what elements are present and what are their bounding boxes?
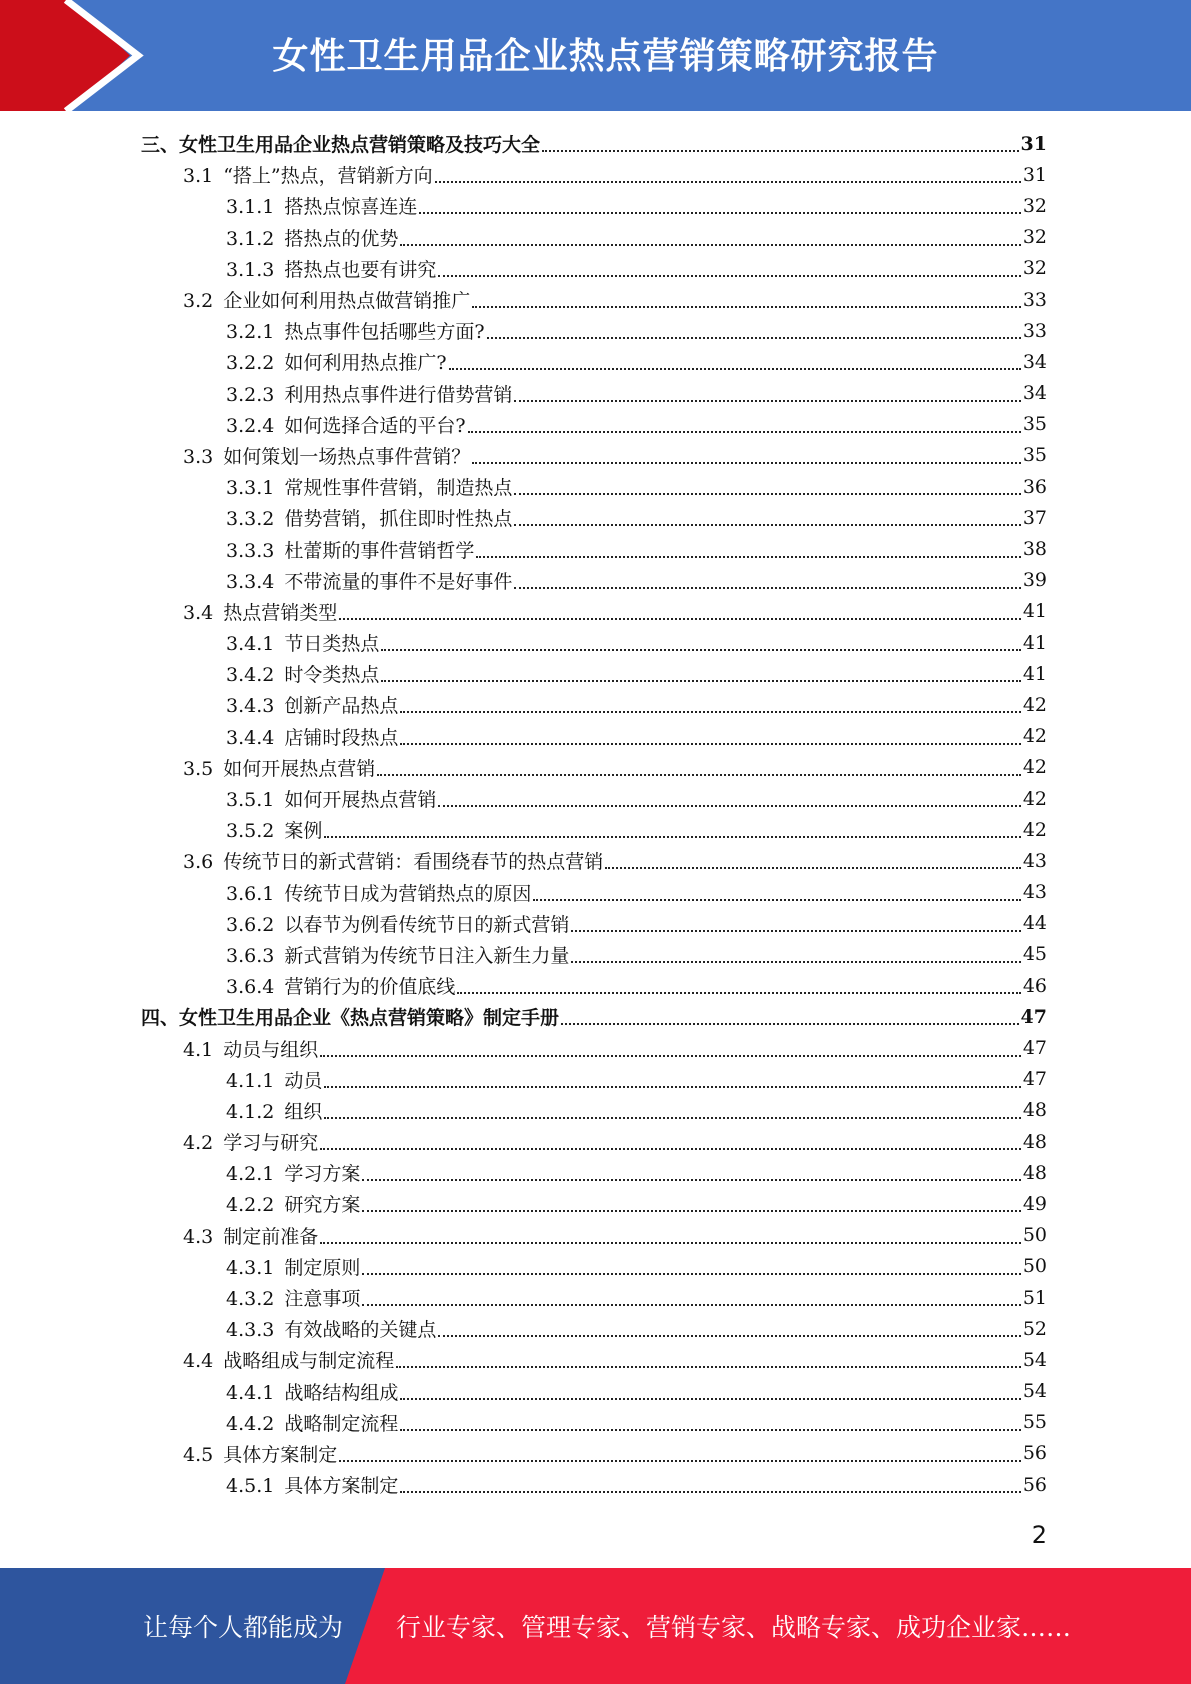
toc-entry-title: 传统节日的新式营销：看围绕春节的热点营销 [223,851,604,874]
toc-entry-page: 54 [1022,1380,1047,1403]
toc-entry-number: 3.4.1 [226,633,275,656]
toc-entry-page: 47 [1020,1005,1047,1028]
toc-entry-number: 3.2 [183,290,214,313]
toc-entry-page: 50 [1022,1224,1047,1247]
toc-dot-leader [362,1303,1020,1306]
toc-entry-page: 51 [1022,1286,1047,1309]
toc-dot-leader [400,710,1020,713]
toc-entry-page: 31 [1020,132,1047,155]
toc-dot-leader [381,648,1020,651]
toc-entry-number: 3.2.3 [226,383,275,406]
toc-entry-number: 3.4.2 [226,664,275,687]
toc-entry[interactable] [0,222,1191,253]
toc-entry-number: 3.2.4 [226,414,275,437]
toc-dot-leader [438,804,1020,807]
toc-entry-label [226,255,436,282]
toc-entry-page: 42 [1022,787,1047,810]
toc-entry-page: 42 [1022,725,1047,748]
toc-dot-leader [514,492,1020,495]
toc-entry-page: 54 [1022,1348,1047,1371]
toc-entry-label [226,1284,360,1311]
toc-dot-leader [362,1209,1020,1212]
toc-entry-title: 学习方案 [284,1163,361,1186]
toc-entry-page: 34 [1022,382,1047,405]
toc-entry[interactable] [0,1064,1191,1095]
toc-entry[interactable] [0,440,1191,471]
toc-entry-number: 3.3.4 [226,570,275,593]
toc-entry-label [183,754,375,781]
toc-entry-number: 4.2 [183,1132,214,1155]
toc-entry-page: 47 [1022,1068,1047,1091]
toc-entry-title: 不带流量的事件不是好事件 [284,570,513,593]
toc-entry[interactable] [0,1407,1191,1438]
toc-entry-title: 制定前准备 [223,1225,319,1248]
toc-entry-title: 利用热点事件进行借势营销 [284,383,513,406]
toc-entry[interactable] [0,627,1191,658]
toc-entry-number: 4.5.1 [226,1475,275,1498]
toc-entry[interactable] [0,752,1191,783]
toc-entry-number: 3.1.2 [226,227,275,250]
toc-entry[interactable] [0,159,1191,190]
toc-dot-leader [324,835,1020,838]
toc-entry-number: 4.1.1 [226,1069,275,1092]
toc-entry-number: 4.4.2 [226,1412,275,1435]
toc-entry-title: 如何开展热点营销 [223,757,376,780]
toc-entry-page: 33 [1022,288,1047,311]
toc-entry-title: 营销行为的价值底线 [284,976,456,999]
toc-entry[interactable] [0,1376,1191,1407]
toc-entry[interactable] [0,565,1191,596]
toc-entry-number: 4.3 [183,1225,214,1248]
toc-entry-page: 52 [1022,1317,1047,1340]
toc-entry[interactable] [0,1251,1191,1282]
toc-entry-title: 战略结构组成 [284,1381,399,1404]
toc-entry[interactable] [0,939,1191,970]
toc-entry[interactable] [0,658,1191,689]
toc-entry-page: 32 [1022,257,1047,280]
toc-entry-title: 热点事件包括哪些方面? [284,321,485,344]
toc-dot-leader [400,742,1020,745]
toc-entry[interactable] [0,1126,1191,1157]
toc-entry-title: 案例 [284,820,323,843]
toc-entry-page: 41 [1022,600,1047,623]
toc-entry-title: “搭上”热点，营销新方向 [223,165,433,188]
toc-entry-title: 动员与组织 [223,1038,319,1061]
toc-entry-number: 3.6.2 [226,913,275,936]
toc-entry[interactable] [0,814,1191,845]
toc-entry-label [226,536,474,563]
toc-entry[interactable] [0,1282,1191,1313]
toc-entry-page: 56 [1022,1442,1047,1465]
toc-entry-title: 具体方案制定 [223,1443,338,1466]
toc-dot-leader [487,336,1021,339]
toc-dot-leader [605,866,1021,869]
toc-entry-title: 战略组成与制定流程 [223,1350,395,1373]
toc-dot-leader [320,1147,1021,1150]
toc-entry-page: 55 [1022,1411,1047,1434]
toc-entry-label [226,1097,322,1124]
toc-entry-number: 4.2.1 [226,1163,275,1186]
toc-entry-page: 43 [1022,881,1047,904]
toc-entry-label [226,629,379,656]
toc-entry-label [183,1035,318,1062]
toc-dot-leader [542,149,1019,152]
toc-entry-number: 4.1 [183,1038,214,1061]
toc-entry-page: 42 [1022,693,1047,716]
toc-entry-title: 如何选择合适的平台? [284,414,466,437]
toc-dot-leader [320,1241,1021,1244]
toc-entry-number: 4.3.3 [226,1319,275,1342]
toc-entry-label [226,691,398,718]
toc-entry-number: 4.4.1 [226,1381,275,1404]
toc-entry-label [226,660,379,687]
toc-entry-title: 创新产品热点 [284,695,399,718]
toc-dot-leader [514,399,1020,402]
toc-entry[interactable] [0,596,1191,627]
toc-dot-leader [400,243,1020,246]
toc-entry-label [226,473,512,500]
toc-entry[interactable] [0,783,1191,814]
toc-entry-title: 如何开展热点营销 [284,789,437,812]
toc-entry[interactable] [0,253,1191,284]
footer-slogan-right: 行业专家、管理专家、营销专家、战略专家、成功企业家…… [396,1613,1072,1642]
toc-dot-leader [472,305,1021,308]
toc-entry[interactable] [0,315,1191,346]
toc-entry-label [226,785,436,812]
toc-dot-leader [324,1116,1020,1119]
toc-entry-title: 如何策划一场热点事件营销？ [223,445,471,468]
toc-entry-number: 3.4 [183,601,214,624]
toc-entry-page: 49 [1022,1192,1047,1215]
toc-entry-label [226,1409,398,1436]
page-number: 2 [1031,1521,1047,1549]
toc-entry-label [183,286,470,313]
toc-entry-page: 31 [1022,163,1047,186]
toc-entry-label [183,1128,318,1155]
toc-dot-leader [438,274,1020,277]
toc-entry-title: 热点营销类型 [223,601,338,624]
table-of-contents [0,128,1191,1500]
toc-entry[interactable] [0,1157,1191,1188]
toc-entry-title: 三、女性卫生用品企业热点营销策略及技巧大全 [141,134,541,157]
toc-entry-label [226,1159,360,1186]
toc-entry[interactable] [0,409,1191,440]
toc-entry[interactable] [0,533,1191,564]
toc-entry-page: 41 [1022,631,1047,654]
toc-dot-leader [324,1085,1020,1088]
toc-dot-leader [377,773,1021,776]
toc-entry-label [183,598,337,625]
toc-entry-label [226,1471,398,1498]
toc-entry[interactable] [0,1032,1191,1063]
toc-dot-leader [571,929,1020,932]
toc-dot-leader [457,991,1020,994]
toc-dot-leader [533,898,1020,901]
toc-entry-label [183,161,433,188]
toc-entry-page: 44 [1022,912,1047,935]
toc-entry[interactable] [0,190,1191,221]
toc-entry-number: 4.3.1 [226,1256,275,1279]
toc-entry-number: 4.2.2 [226,1194,275,1217]
toc-entry-label [183,847,603,874]
toc-dot-leader [468,430,1021,433]
toc-entry[interactable] [0,378,1191,409]
toc-entry-page: 46 [1022,974,1047,997]
toc-entry-label [226,1190,360,1217]
toc-entry[interactable] [0,1220,1191,1251]
toc-entry-number: 4.5 [183,1443,214,1466]
toc-dot-leader [396,1365,1021,1368]
toc-dot-leader [339,1459,1021,1462]
toc-entry[interactable] [0,471,1191,502]
toc-entry-number: 3.5.1 [226,789,275,812]
toc-entry-label [226,816,322,843]
toc-entry-number: 3.6.4 [226,976,275,999]
toc-entry-page: 48 [1022,1161,1047,1184]
toc-entry-label [183,1222,318,1249]
toc-entry-title: 动员 [284,1069,323,1092]
footer-slogan-left: 让每个人都能成为 [143,1613,344,1642]
toc-entry-number: 3.6 [183,851,214,874]
toc-entry-label [226,972,455,999]
toc-dot-leader [400,1428,1020,1431]
toc-dot-leader [435,180,1021,183]
toc-dot-leader [476,555,1020,558]
toc-entry-number: 3.3 [183,445,214,468]
toc-entry-page: 32 [1022,226,1047,249]
toc-entry[interactable] [0,346,1191,377]
toc-dot-leader [472,461,1021,464]
toc-entry[interactable] [0,1438,1191,1469]
toc-dot-leader [561,1022,1019,1025]
toc-entry-page: 56 [1022,1473,1047,1496]
toc-entry-page: 34 [1022,350,1047,373]
toc-entry-title: 注意事项 [284,1288,361,1311]
toc-entry-label [226,910,569,937]
toc-entry[interactable] [0,1344,1191,1375]
toc-dot-leader [362,1178,1020,1181]
toc-entry-title: 战略制定流程 [284,1412,399,1435]
toc-entry-title: 组织 [284,1100,323,1123]
toc-entry[interactable] [0,908,1191,939]
toc-entry-title: 杜蕾斯的事件营销哲学 [284,539,475,562]
toc-entry-title: 搭热点惊喜连连 [284,196,418,219]
toc-entry-page: 48 [1022,1130,1047,1153]
toc-entry[interactable] [0,1469,1191,1500]
toc-entry-page: 32 [1022,194,1047,217]
toc-entry-title: 传统节日成为营销热点的原因 [284,882,532,905]
toc-entry[interactable] [0,284,1191,315]
toc-dot-leader [514,523,1020,526]
toc-dot-leader [339,617,1021,620]
toc-entry-title: 研究方案 [284,1194,361,1217]
page-footer [0,1568,1191,1684]
toc-entry-page: 42 [1022,818,1047,841]
toc-entry-number: 3.4.4 [226,726,275,749]
toc-dot-leader [320,1054,1021,1057]
toc-entry-title: 具体方案制定 [284,1475,399,1498]
toc-entry-page: 43 [1022,849,1047,872]
toc-entry-label [226,411,466,438]
toc-dot-leader [419,211,1020,214]
toc-entry-number: 4.3.2 [226,1288,275,1311]
toc-entry-title: 以春节为例看传统节日的新式营销 [284,913,570,936]
toc-entry-number: 3.2.1 [226,321,275,344]
toc-entry-title: 店铺时段热点 [284,726,399,749]
toc-entry-title: 四、女性卫生用品企业《热点营销策略》制定手册 [141,1007,560,1030]
toc-entry-page: 36 [1022,475,1047,498]
toc-entry-label [226,380,512,407]
toc-dot-leader [514,586,1020,589]
toc-entry-title: 企业如何利用热点做营销推广 [223,290,471,313]
toc-dot-leader [400,1397,1020,1400]
toc-entry-label [226,1066,322,1093]
toc-entry-page: 38 [1022,538,1047,561]
toc-entry-title: 制定原则 [284,1256,361,1279]
toc-entry-title: 节日类热点 [284,633,380,656]
toc-dot-leader [438,1334,1020,1337]
toc-entry-number: 4.1.2 [226,1100,275,1123]
toc-entry-number: 3.1 [183,165,214,188]
toc-entry-number: 3.1.1 [226,196,275,219]
toc-entry-page: 37 [1022,506,1047,529]
toc-dot-leader [571,960,1020,963]
toc-dot-leader [449,367,1021,370]
toc-entry-label [226,1378,398,1405]
toc-entry-page: 50 [1022,1255,1047,1278]
toc-entry-number: 4.4 [183,1350,214,1373]
toc-entry[interactable] [0,689,1191,720]
toc-entry-label [141,130,540,157]
toc-entry-label [183,442,470,469]
toc-entry-number: 3.5.2 [226,820,275,843]
toc-dot-leader [362,1272,1020,1275]
toc-entry[interactable] [0,721,1191,752]
toc-entry-number: 3.6.1 [226,882,275,905]
toc-entry[interactable] [0,970,1191,1001]
toc-entry[interactable] [0,128,1191,159]
toc-entry-number: 3.6.3 [226,944,275,967]
toc-entry[interactable] [0,1313,1191,1344]
toc-entry-title: 搭热点也要有讲究 [284,258,437,281]
toc-entry-title: 如何利用热点推广? [284,352,447,375]
toc-entry-title: 有效战略的关键点 [284,1319,437,1342]
toc-entry-label [226,1315,436,1342]
toc-dot-leader [381,679,1020,682]
toc-entry-page: 39 [1022,569,1047,592]
toc-entry-label [226,567,512,594]
toc-entry-page: 35 [1022,444,1047,467]
toc-entry-page: 42 [1022,756,1047,779]
toc-entry-number: 3.5 [183,757,214,780]
toc-entry-title: 新式营销为传统节日注入新生力量 [284,944,570,967]
toc-entry-label [183,1440,337,1467]
toc-entry-label [226,504,512,531]
toc-entry-title: 时令类热点 [284,664,380,687]
toc-entry-page: 48 [1022,1099,1047,1122]
toc-entry-label [226,224,398,251]
toc-entry-title: 搭热点的优势 [284,227,399,250]
toc-entry-label [226,879,531,906]
toc-entry[interactable] [0,877,1191,908]
toc-dot-leader [400,1490,1020,1493]
toc-entry-page: 45 [1022,943,1047,966]
toc-entry-label [226,317,485,344]
toc-entry-label [226,723,398,750]
toc-entry-number: 3.3.3 [226,539,275,562]
toc-entry-number: 3.2.2 [226,352,275,375]
toc-entry-number: 3.1.3 [226,258,275,281]
toc-entry-label [226,192,417,219]
toc-entry-number: 3.3.2 [226,508,275,531]
page-header [0,0,1191,111]
toc-entry[interactable] [0,845,1191,876]
toc-entry-number: 3.4.3 [226,695,275,718]
toc-entry[interactable] [0,1095,1191,1126]
toc-entry-title: 学习与研究 [223,1132,319,1155]
toc-entry-label [226,941,569,968]
toc-entry-label [226,1253,360,1280]
toc-entry-title: 常规性事件营销，制造热点 [284,477,513,500]
toc-entry-title: 借势营销，抓住即时性热点 [284,508,513,531]
toc-entry-page: 41 [1022,662,1047,685]
toc-entry-label [183,1346,394,1373]
toc-entry-label [226,348,447,375]
toc-entry[interactable] [0,1001,1191,1032]
document-title: 女性卫生用品企业热点营销策略研究报告 [272,36,939,77]
toc-entry[interactable] [0,1188,1191,1219]
toc-entry-label [141,1003,559,1030]
toc-entry-page: 33 [1022,319,1047,342]
toc-entry-page: 47 [1022,1037,1047,1060]
toc-entry-number: 3.3.1 [226,477,275,500]
toc-entry-page: 35 [1022,413,1047,436]
toc-entry[interactable] [0,502,1191,533]
